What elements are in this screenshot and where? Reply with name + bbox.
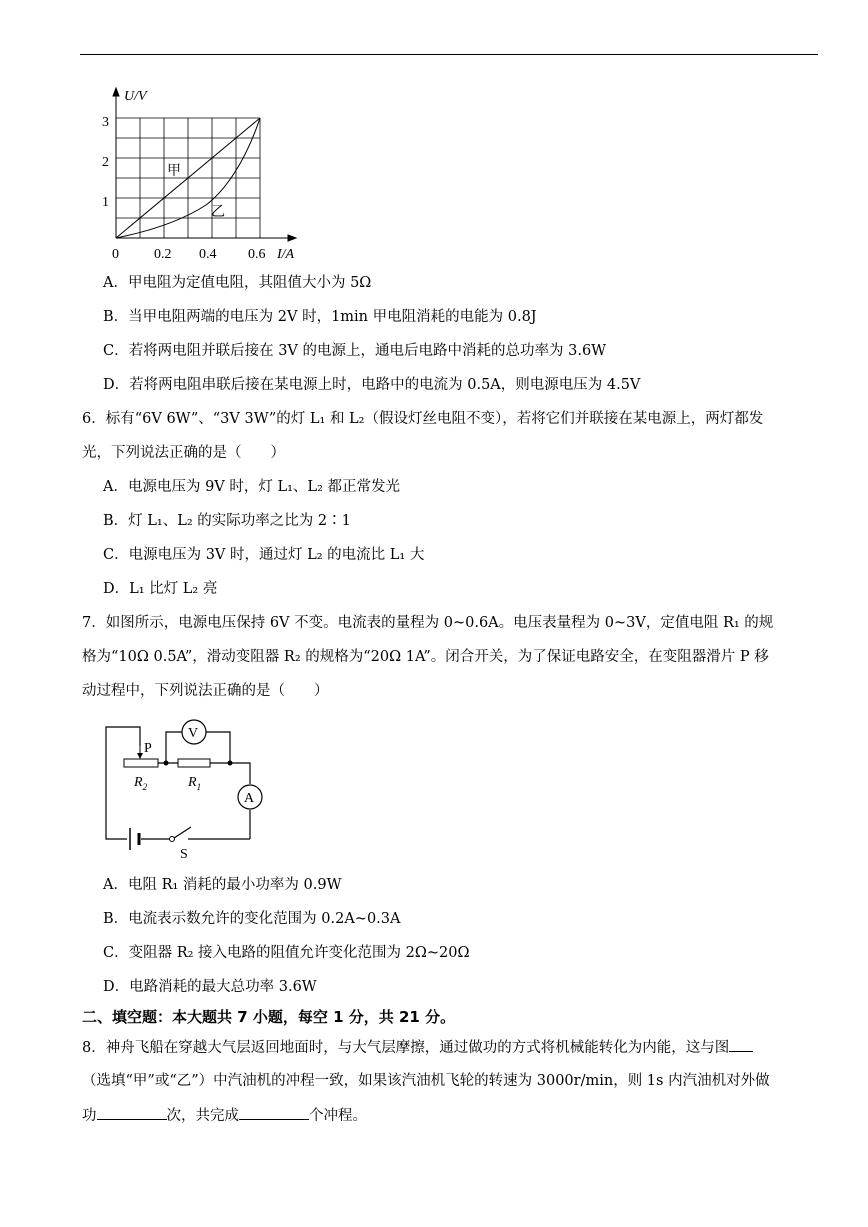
ammeter-label: A: [244, 791, 255, 806]
q8-line3: [82, 1105, 367, 1126]
q5-option-b: B．当甲电阻两端的电压为 2V 时，1min 甲电阻消耗的电能为 0.8J: [103, 309, 537, 325]
q8-blank-2[interactable]: [97, 1105, 167, 1120]
x-tick-0.6: 0.6: [248, 247, 266, 262]
q8-blank-3[interactable]: [239, 1105, 309, 1120]
q8-line1-text: 8．神舟飞船在穿越大气层返回地面时，与大气层摩擦，通过做功的方式将机械能转化为内能，这与图: [82, 1040, 730, 1056]
q5-option-d: D．若将两电阻串联后接在某电源上时，电路中的电流为 0.5A，则电源电压为 4.5V: [103, 377, 641, 393]
y-axis-label: U/V: [124, 89, 147, 104]
header-rule: [80, 54, 818, 55]
y-tick-2: 2: [102, 155, 109, 170]
q8-line3-b: 次，共完成: [166, 1108, 239, 1124]
wire-right-top: [230, 763, 250, 784]
r1-label: $R_1$: [188, 775, 202, 792]
q6-option-d: D．L₁ 比灯 L₂ 亮: [103, 581, 218, 597]
q8-blank-1[interactable]: [729, 1037, 753, 1052]
curve-jia-label: 甲: [167, 164, 181, 179]
q8-line1: [82, 1037, 753, 1058]
r1-resistor: [178, 759, 210, 767]
q8-line3-a: 功: [82, 1108, 97, 1124]
q5-option-c: C．若将两电阻并联后接在 3V 的电源上，通电后电路中消耗的总功率为 3.6W: [103, 343, 607, 359]
q6-option-a: A．电源电压为 9V 时，灯 L₁、L₂ 都正常发光: [103, 479, 400, 495]
q7-stem-line1: 7．如图所示，电源电压保持 6V 不变。电流表的量程为 0~0.6A。电压表量程为 0~3V，定值电阻 R₁ 的规: [82, 615, 774, 631]
q7-option-c: C．变阻器 R₂ 接入电路的阻值允许变化范围为 2Ω~20Ω: [103, 945, 470, 961]
x-tick-0: 0: [112, 247, 119, 262]
q7-option-a: A．电阻 R₁ 消耗的最小功率为 0.9W: [103, 877, 342, 893]
q8-line3-c: 个冲程。: [309, 1108, 367, 1124]
slider-label: P: [144, 741, 152, 756]
q6-stem-line1: 6．标有“6V 6W”、“3V 3W”的灯 L₁ 和 L₂（假设灯丝电阻不变），若将它们并联接在某电源上，两灯都发: [82, 411, 764, 427]
section-heading-fill-in: 二、填空题：本大题共 7 小题，每空 1 分，共 21 分。: [82, 1008, 456, 1026]
curve-yi-label: 乙: [211, 205, 225, 220]
switch-blade: [174, 827, 191, 838]
ui-graph: [96, 80, 311, 265]
x-tick-0.2: 0.2: [154, 247, 172, 262]
r2-label: $R_2$: [134, 775, 148, 792]
q7-stem-line2: 格为“10Ω 0.5A”，滑动变阻器 R₂ 的规格为“20Ω 1A”。闭合开关，为了保证电路安全，在变阻器滑片 P 移: [82, 649, 769, 665]
y-tick-1: 1: [102, 195, 109, 210]
r2-resistor: [124, 759, 158, 767]
q8-line2: （选填“甲”或“乙”）中汽油机的冲程一致，如果该汽油机飞轮的转速为 3000r/min，则 1s 内汽油机对外做: [82, 1073, 770, 1089]
q5-option-a: A．甲电阻为定值电阻，其阻值大小为 5Ω: [103, 275, 372, 291]
q6-stem-line2: 光，下列说法正确的是（ ）: [82, 445, 285, 461]
wire-voltmeter-right: [206, 732, 230, 763]
q7-option-b: B．电流表示数允许的变化范围为 0.2A~0.3A: [103, 911, 401, 927]
q6-option-b: B．灯 L₁、L₂ 的实际功率之比为 2∶1: [103, 513, 351, 529]
q7-option-d: D．电路消耗的最大总功率 3.6W: [103, 979, 317, 995]
q7-stem-line3: 动过程中，下列说法正确的是（ ）: [82, 683, 329, 699]
switch-pivot: [170, 837, 175, 842]
x-axis-label: I/A: [277, 247, 295, 262]
q6-option-c: C．电源电压为 3V 时，通过灯 L₂ 的电流比 L₁ 大: [103, 547, 425, 563]
x-tick-0.4: 0.4: [199, 247, 217, 262]
voltmeter-label: V: [188, 726, 199, 741]
switch-label: S: [180, 847, 188, 862]
wire-voltmeter-left: [166, 732, 182, 763]
y-tick-3: 3: [102, 115, 109, 130]
circuit-diagram: [100, 715, 270, 863]
